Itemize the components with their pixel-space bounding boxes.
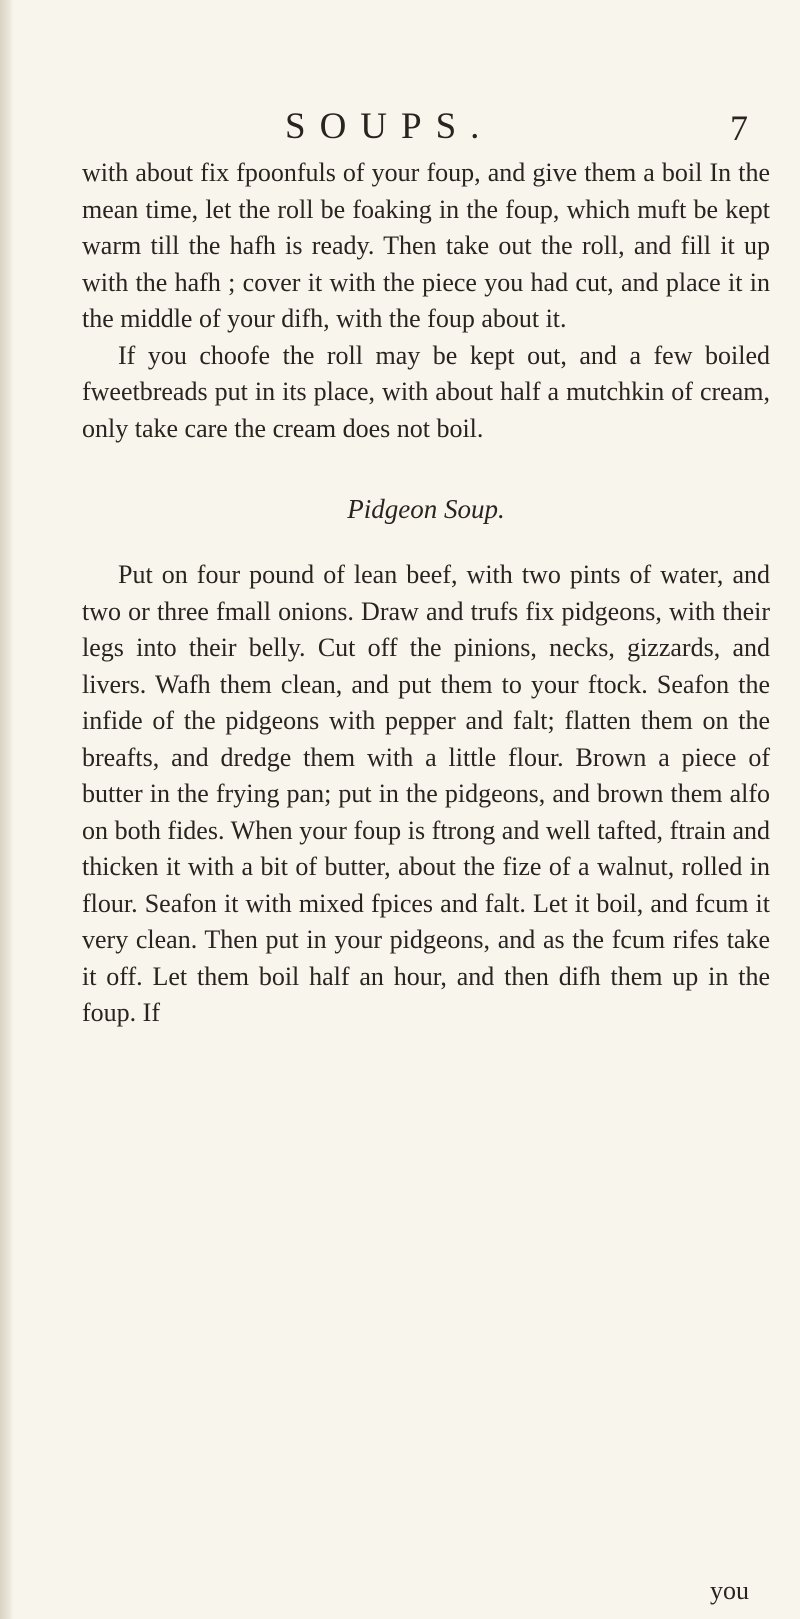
body-text: [82, 155, 770, 1032]
paragraph-pidgeon-soup: Put on four pound of lean beef, with two pints of water, and two or three fmall onions. Draw and trufs fix pidgeons, with their legs into their belly. Cut off the pinions, necks, gizzards, and livers. Wafh them clean, and put them to your ftock. Seafon the infide of the pidgeons with pepper and falt; flatten them on the breafts, and dredge them with a little flour. Brown a piece of butter in the frying pan; put in the pidgeons, and brown them alfo on both fides. When your foup is ftrong and well tafted, ftrain and thicken it with a bit of butter, about the fize of a walnut, rolled in flour. Seafon it with mixed fpices and falt. Let it boil, and fcum it very clean. Then put in your pidgeons, and as the fcum rifes take it off. Let them boil half an hour, and then difh them up in the foup. If: [82, 560, 770, 1027]
page-header: [80, 105, 780, 155]
paragraph-roll-option: If you choofe the roll may be kept out, and a few boiled fweetbreads put in its place, with about half a mutchkin of cream, only take care the cream does not boil.: [82, 340, 770, 443]
running-head: SOUPS.: [285, 106, 494, 147]
paragraph-continued: with about fix fpoonfuls of your foup, and give them a boil In the mean time, let the roll be foaking in the foup, which muft be kept warm till the hafh is ready. Then take out the roll, and fill it up with the hafh ; cover it with the piece you had cut, and place it in the middle of your difh, with the foup about it.: [82, 158, 770, 333]
page-number: 7: [730, 108, 748, 148]
page-gutter: [0, 0, 14, 1619]
catchword: you: [710, 1576, 749, 1605]
section-heading: Pidgeon Soup.: [347, 494, 505, 524]
